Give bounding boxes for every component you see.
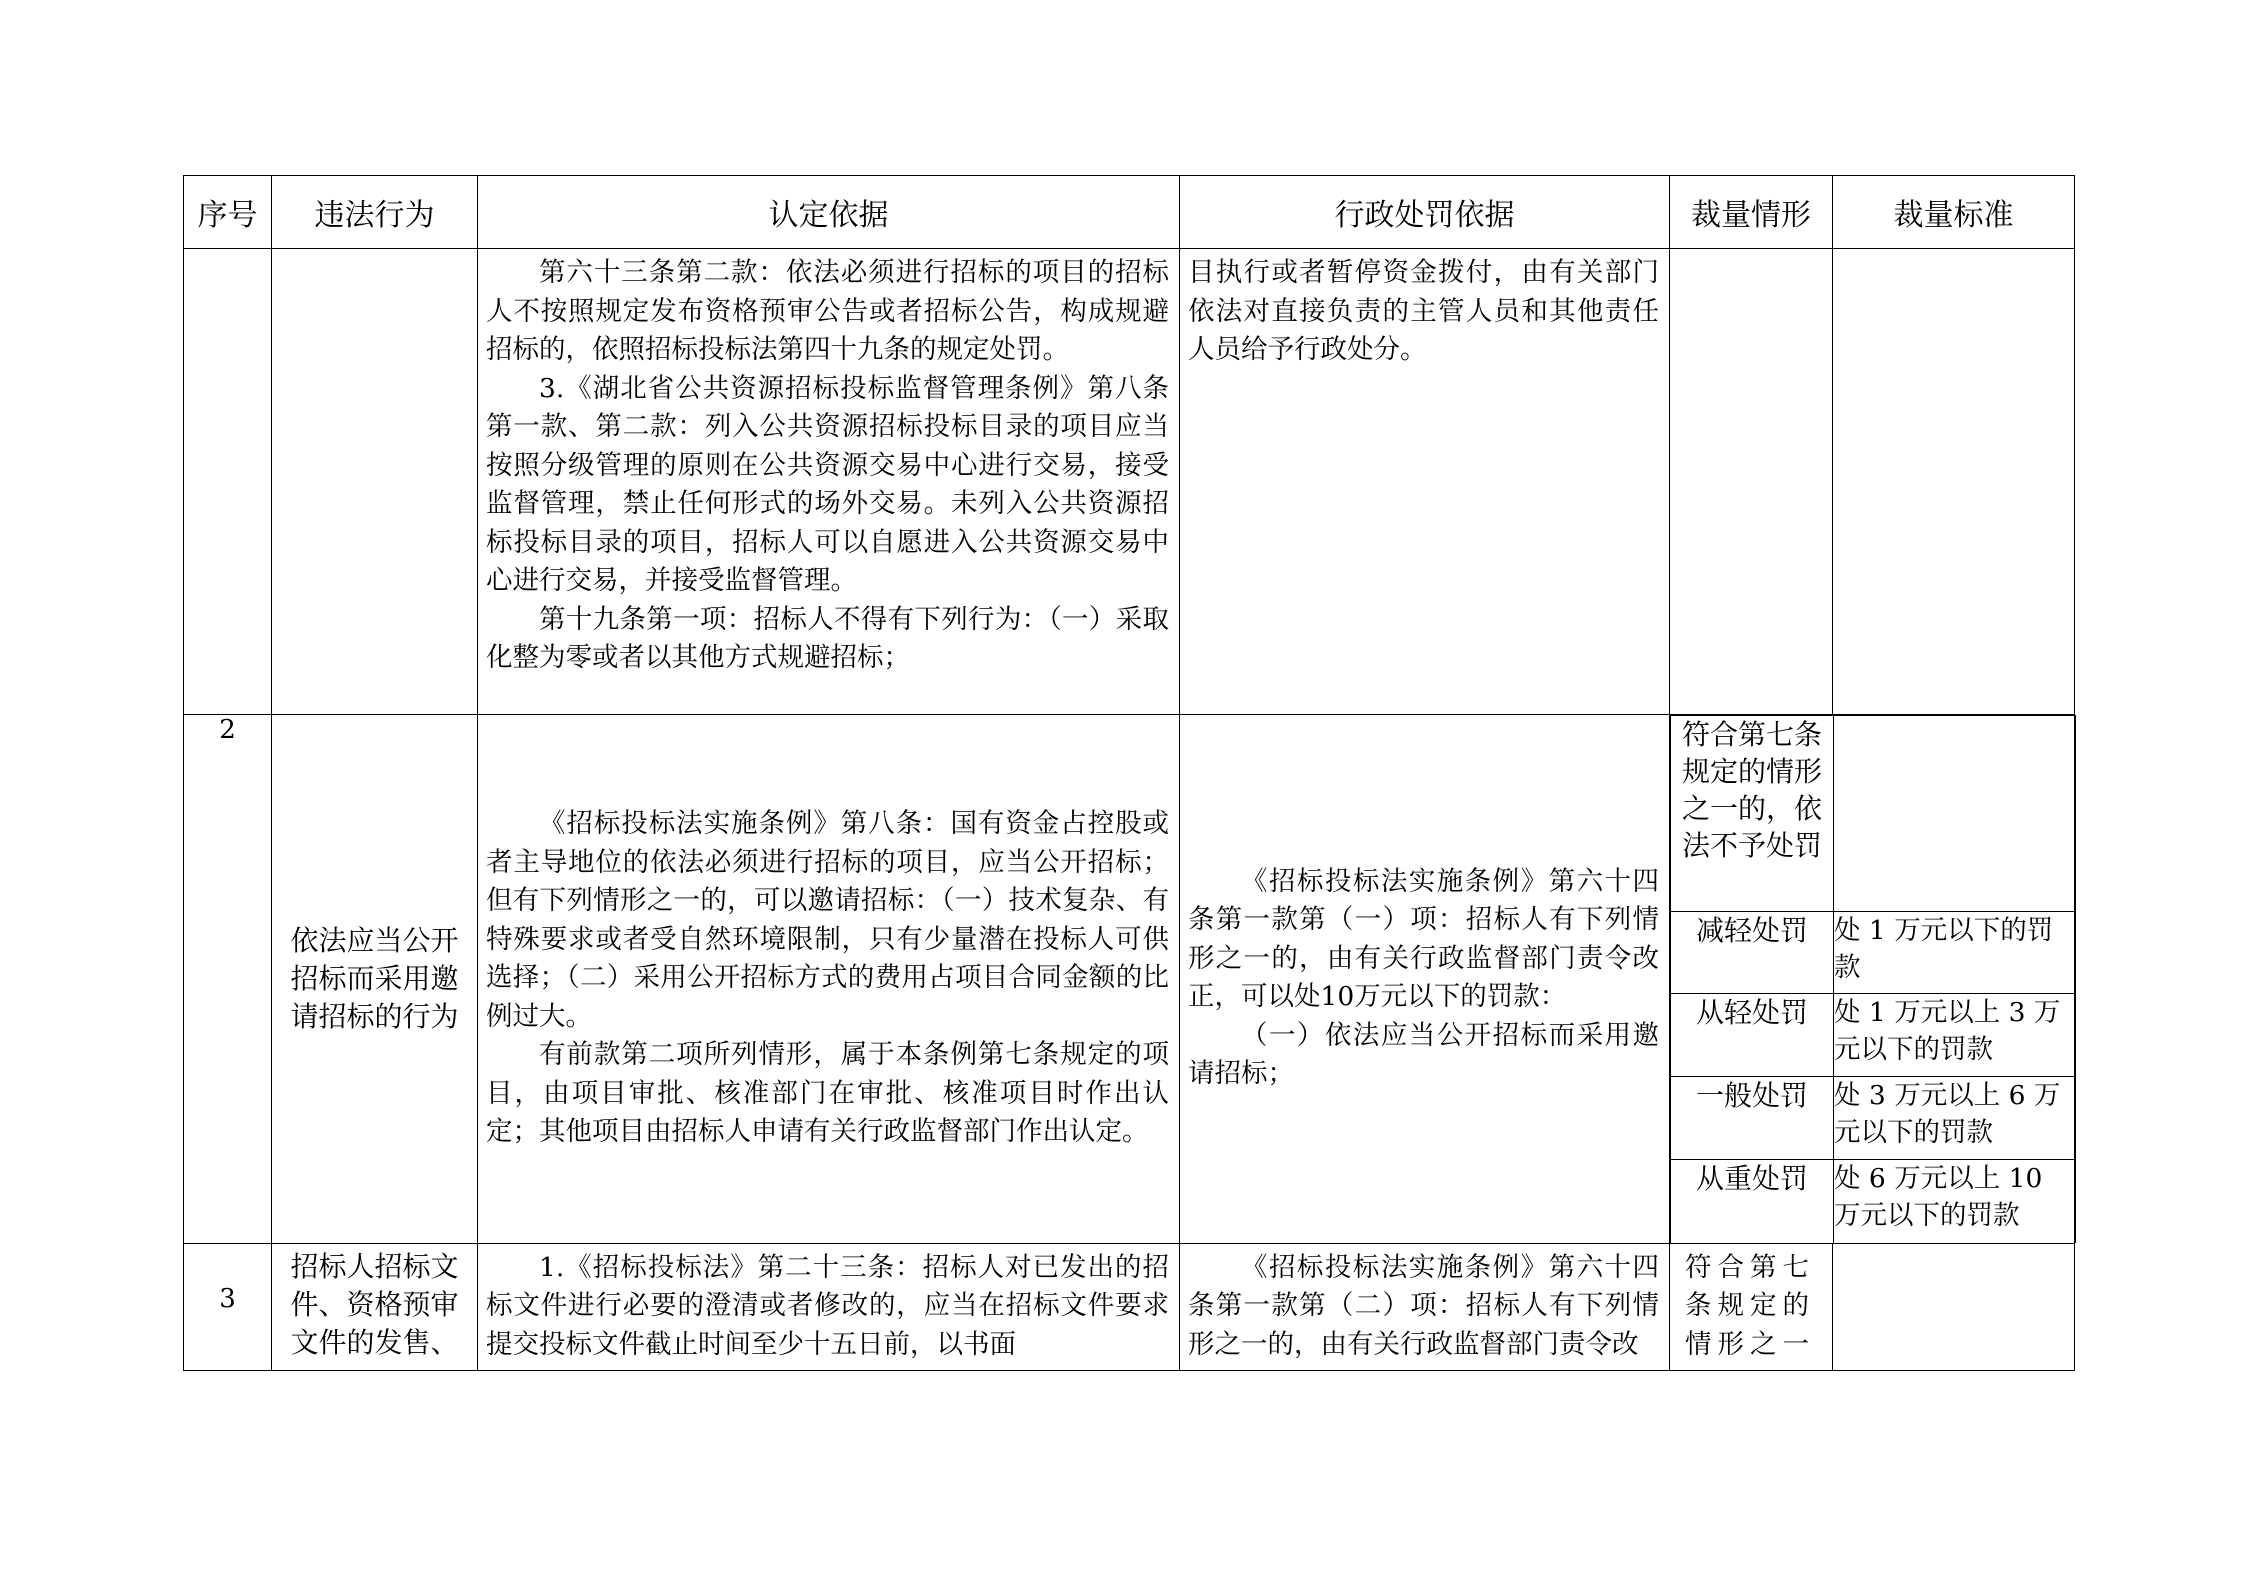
header-penalty-basis: 行政处罚依据 [1180, 176, 1670, 249]
standard: 处 1 万元以上 3 万元以下的罚款 [1834, 994, 2076, 1077]
basis-paragraph: 1.《招标投标法》第二十三条：招标人对已发出的招标文件进行必要的澄清或者修改的，应当在招标文件要求提交投标文件截止时间至少十五日前，以书面 [486, 1251, 1169, 1360]
penalty-paragraph: 目执行或者暂停资金拨付，由有关部门依法对直接负责的主管人员和其他责任人员给予行政处分。 [1188, 257, 1659, 365]
cell-behavior-empty [272, 249, 478, 715]
basis-paragraph: 《招标投标法实施条例》第八条：国有资金占控股或者主导地位的依法必须进行招标的项目，应当公开招标；但有下列情形之一的，可以邀请招标：（一）技术复杂、有特殊要求或者受自然环境限制，只有少量潜在投标人可供选择；（二）采用公开招标方式的费用占项目合同金额的比例过大。 [486, 808, 1169, 1032]
cell-penalty-basis [1180, 1243, 1670, 1371]
discretion-cell [1670, 715, 2075, 1244]
circumstance: 从轻处罚 [1671, 994, 1834, 1077]
header-behavior: 违法行为 [272, 176, 478, 249]
cell-no-empty [184, 249, 272, 715]
circumstance: 减轻处罚 [1671, 912, 1834, 994]
cell-basis [478, 715, 1180, 1244]
circumstance: 符合第七条规定的情形之一的，依法不予处罚 [1671, 716, 1834, 912]
table-row-continued [184, 249, 2075, 715]
discretion-standard-table [183, 175, 2075, 1371]
cell-circumstance-empty [1670, 249, 1833, 715]
header-no: 序号 [184, 176, 272, 249]
table-row-2 [184, 715, 2075, 1244]
header-standard: 裁量标准 [1833, 176, 2075, 249]
penalty-paragraph: 《招标投标法实施条例》第六十四条第一款第（二）项：招标人有下列情形之一的，由有关行政监督部门责令改 [1188, 1251, 1659, 1360]
cell-basis [478, 249, 1180, 715]
row-number: 3 [184, 1243, 272, 1371]
penalty-paragraph: （一）依法应当公开招标而采用邀请招标； [1188, 1019, 1659, 1090]
standard [1834, 716, 2076, 912]
discretion-row [1671, 994, 2076, 1077]
cell-basis [478, 1243, 1180, 1371]
table-header-row [184, 176, 2075, 249]
circumstance: 一般处罚 [1671, 1077, 1834, 1160]
basis-paragraph: 第十九条第一项：招标人不得有下列行为：（一）采取化整为零或者以其他方式规避招标； [486, 603, 1169, 673]
violation-behavior: 依法应当公开招标而采用邀请招标的行为 [272, 715, 478, 1244]
discretion-row [1671, 1077, 2076, 1160]
basis-paragraph: 3.《湖北省公共资源招标投标监督管理条例》第八条第一款、第二款：列入公共资源招标投标目录的项目应当按照分级管理的原则在公共资源交易中心进行交易，接受监督管理，禁止任何形式的场外交易。未列入公共资源招标投标目录的项目，招标人可以自愿进入公共资源交易中心进行交易，并接受监督管理。 [486, 372, 1169, 596]
basis-paragraph: 第六十三条第二款：依法必须进行招标的项目的招标人不按照规定发布资格预审公告或者招标公告，构成规避招标的，依照招标投标法第四十九条的规定处罚。 [486, 257, 1169, 365]
violation-behavior: 招标人招标文件、资格预审文件的发售、 [272, 1243, 478, 1371]
cell-standard-empty [1833, 249, 2075, 715]
header-basis: 认定依据 [478, 176, 1180, 249]
standard: 处 1 万元以下的罚款 [1834, 912, 2076, 994]
standard: 处 6 万元以上 10 万元以下的罚款 [1834, 1160, 2076, 1243]
basis-paragraph: 有前款第二项所列情形，属于本条例第七条规定的项目，由项目审批、核准部门在审批、核准项目时作出认定；其他项目由招标人申请有关行政监督部门作出认定。 [486, 1039, 1169, 1147]
cell-penalty-basis [1180, 249, 1670, 715]
standard: 处 3 万元以上 6 万元以下的罚款 [1834, 1077, 2076, 1160]
table-row-3 [184, 1243, 2075, 1371]
header-circumstance: 裁量情形 [1670, 176, 1833, 249]
discretion-row [1671, 1160, 2076, 1243]
circumstance: 符合第七条规定的情形之一 [1670, 1243, 1833, 1371]
penalty-paragraph: 《招标投标法实施条例》第六十四条第一款第（一）项：招标人有下列情形之一的，由有关行政监督部门责令改正，可以处10万元以下的罚款： [1188, 865, 1659, 1013]
discretion-subtable [1670, 715, 2076, 1243]
standard [1833, 1243, 2075, 1371]
circumstance: 从重处罚 [1671, 1160, 1834, 1243]
row-number: 2 [184, 715, 272, 1244]
cell-penalty-basis [1180, 715, 1670, 1244]
discretion-row [1671, 912, 2076, 994]
discretion-row [1671, 716, 2076, 912]
